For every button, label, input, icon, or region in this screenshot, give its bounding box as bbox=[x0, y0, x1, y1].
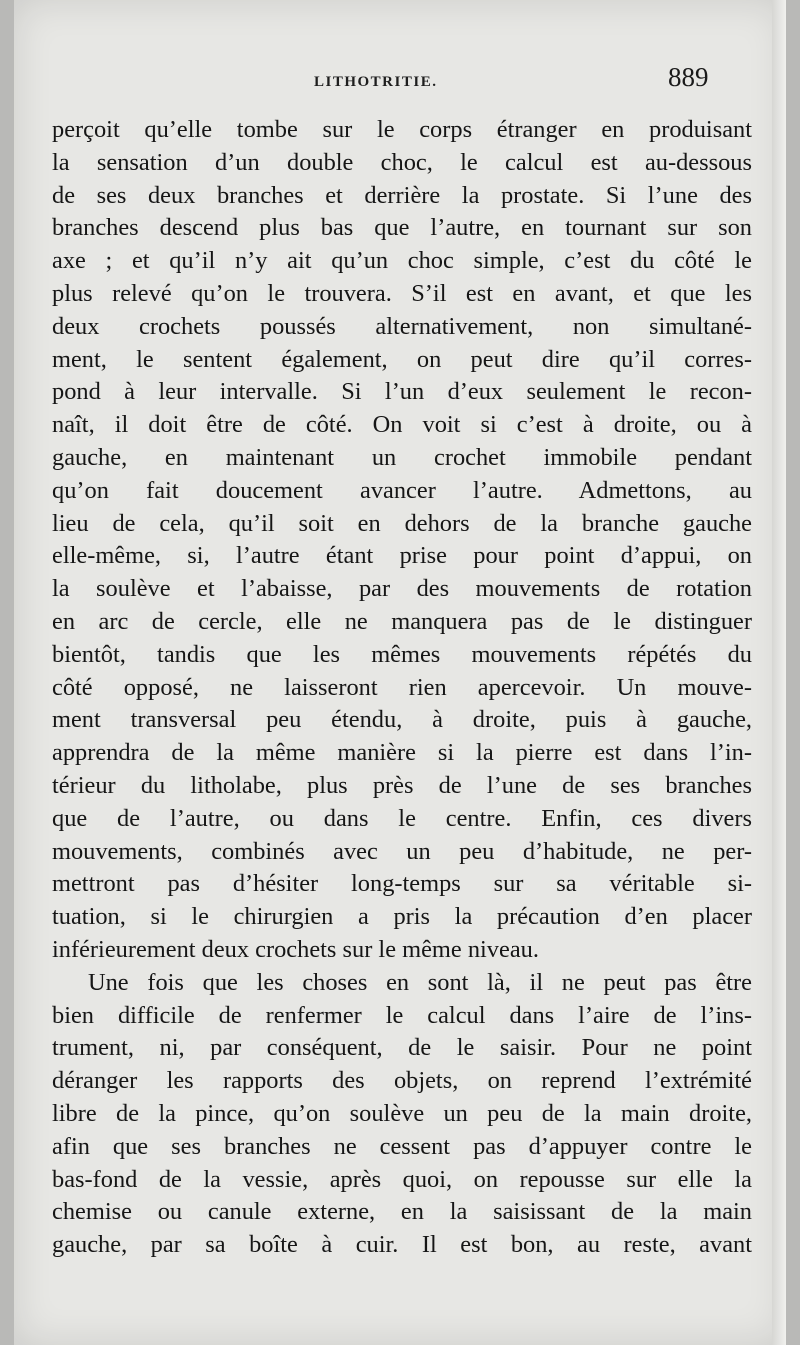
text-line: apprendra de la même manière si la pierre est dans l’in- bbox=[52, 739, 752, 767]
text-line: lieu de cela, qu’il soit en dehors de la branche gauche bbox=[52, 509, 752, 537]
text-line: la soulève et l’abaisse, par des mouvements de rotation bbox=[52, 575, 752, 603]
text-line: gauche, par sa boîte à cuir. Il est bon, au reste, avant bbox=[52, 1231, 752, 1259]
text-line: pond à leur intervalle. Si l’un d’eux seulement le recon- bbox=[52, 378, 752, 406]
text-line: ment transversal peu étendu, à droite, puis à gauche, bbox=[52, 706, 752, 734]
page-header bbox=[14, 60, 786, 100]
text-line: la sensation d’un double choc, le calcul est au-dessous bbox=[52, 148, 752, 176]
text-line: ment, le sentent également, on peut dire qu’il corres- bbox=[52, 345, 752, 373]
text-line: bas-fond de la vessie, après quoi, on repousse sur elle la bbox=[52, 1165, 752, 1193]
text-line: deux crochets poussés alternativement, non simultané- bbox=[52, 312, 752, 340]
text-line: naît, il doit être de côté. On voit si c’est à droite, ou à bbox=[52, 411, 752, 439]
text-line: bien difficile de renfermer le calcul dans l’aire de l’ins- bbox=[52, 1001, 752, 1029]
text-line: mettront pas d’hésiter long-temps sur sa véritable si- bbox=[52, 870, 752, 898]
text-line: branches descend plus bas que l’autre, en tournant sur son bbox=[52, 214, 752, 242]
text-line: axe ; et qu’il n’y ait qu’un choc simple, c’est du côté le bbox=[52, 247, 752, 275]
text-line: en arc de cercle, elle ne manquera pas de le distinguer bbox=[52, 607, 752, 635]
text-line: elle-même, si, l’autre étant prise pour point d’appui, on bbox=[52, 542, 752, 570]
page-edge bbox=[772, 0, 786, 1345]
text-line: qu’on fait doucement avancer l’autre. Admettons, au bbox=[52, 476, 752, 504]
book-page bbox=[14, 0, 786, 1345]
text-line: de ses deux branches et derrière la prostate. Si l’une des bbox=[52, 181, 752, 209]
text-line: côté opposé, ne laisseront rien apercevoir. Un mouve- bbox=[52, 673, 752, 701]
text-line: gauche, en maintenant un crochet immobile pendant bbox=[52, 443, 752, 471]
text-line: chemise ou canule externe, en la saisissant de la main bbox=[52, 1198, 752, 1226]
body-text bbox=[52, 114, 752, 1262]
text-line: trument, ni, par conséquent, de le saisir. Pour ne point bbox=[52, 1034, 752, 1062]
paragraph-start-line: Une fois que les choses en sont là, il ne peut pas être bbox=[88, 968, 752, 996]
paragraph-end-line: inférieurement deux crochets sur le même niveau. bbox=[52, 935, 539, 963]
text-line: bientôt, tandis que les mêmes mouvements répétés du bbox=[52, 640, 752, 668]
text-line: que de l’autre, ou dans le centre. Enfin, ces divers bbox=[52, 804, 752, 832]
text-line: plus relevé qu’on le trouvera. S’il est en avant, et que les bbox=[52, 279, 752, 307]
text-line: tuation, si le chirurgien a pris la précaution d’en placer bbox=[52, 903, 752, 931]
text-line: afin que ses branches ne cessent pas d’appuyer contre le bbox=[52, 1132, 752, 1160]
text-line: térieur du litholabe, plus près de l’une de ses branches bbox=[52, 771, 752, 799]
text-line: mouvements, combinés avec un peu d’habitude, ne per- bbox=[52, 837, 752, 865]
text-line: libre de la pince, qu’on soulève un peu de la main droite, bbox=[52, 1099, 752, 1127]
running-title: LITHOTRITIE. bbox=[314, 74, 438, 90]
page-number: 889 bbox=[668, 62, 709, 92]
text-line: déranger les rapports des objets, on reprend l’extrémité bbox=[52, 1067, 752, 1095]
text-line: perçoit qu’elle tombe sur le corps étranger en produisant bbox=[52, 116, 752, 143]
